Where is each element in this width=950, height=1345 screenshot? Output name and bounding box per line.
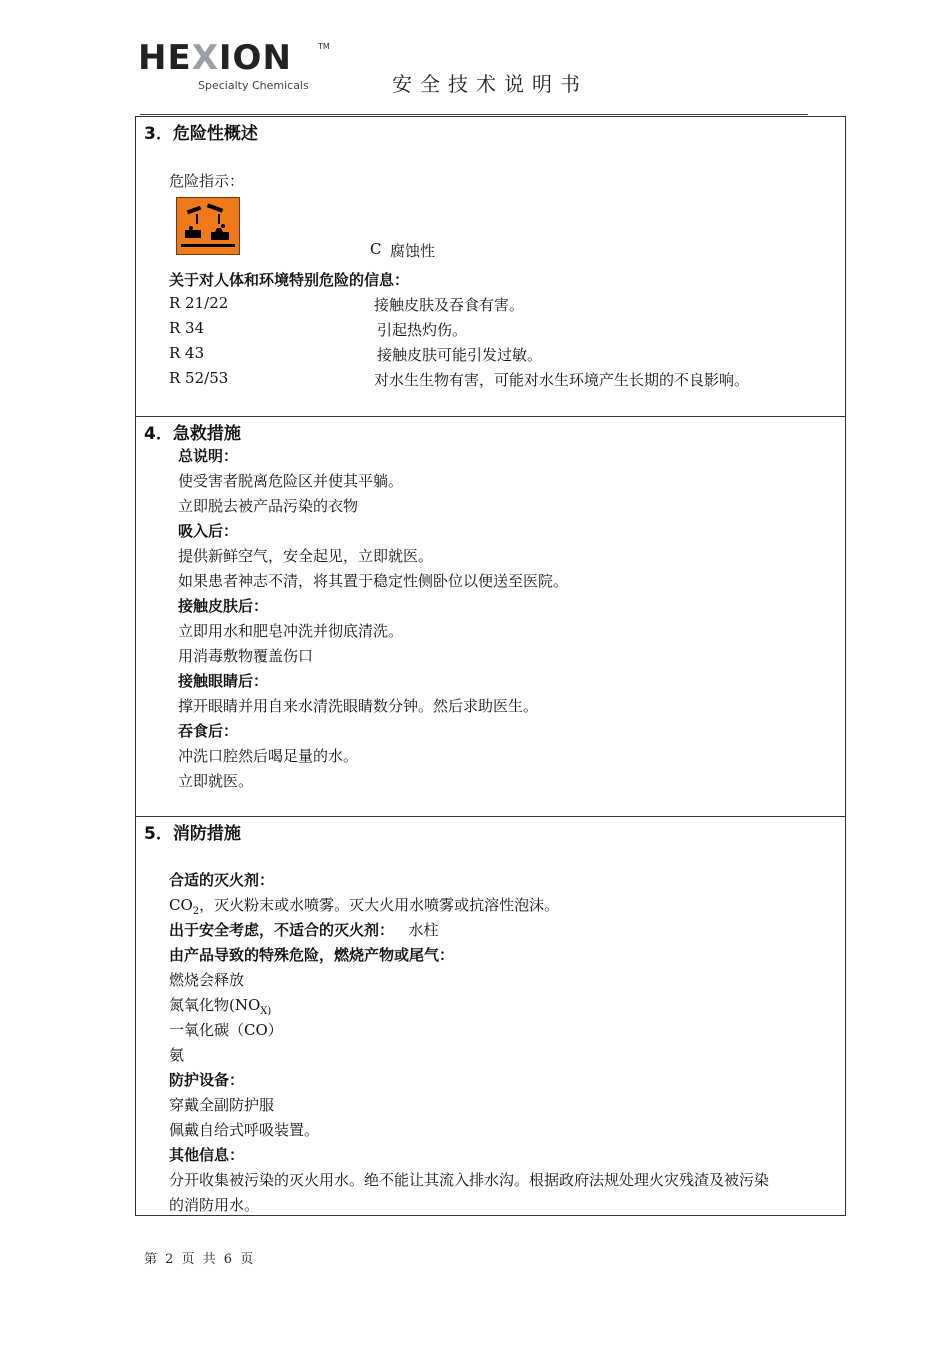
other-info-text: 的消防用水。 <box>169 1196 260 1214</box>
section-fire-fighting <box>135 816 846 1216</box>
inhalation-text: 提供新鲜空气，安全起见，立即就医。 <box>178 547 434 565</box>
r-phrase-code: R 43 <box>169 344 205 362</box>
hazard-name: 腐蚀性 <box>390 242 436 260</box>
skin-contact-text: 立即用水和肥皂冲洗并彻底清洗。 <box>178 622 404 640</box>
r-phrase-text: 对水生生物有害，可能对水生环境产生长期的不良影响。 <box>374 371 750 389</box>
eye-contact-text: 撑开眼睛并用自来水清洗眼睛数分钟。然后求助医生。 <box>178 697 539 715</box>
section-title: 5．消防措施 <box>144 824 241 844</box>
page-number: 第 2 页 共 6 页 <box>144 1252 256 1267</box>
r-phrase-code: R 21/22 <box>169 294 229 312</box>
ingestion-text: 立即就医。 <box>178 772 254 790</box>
ingestion-label: 吞食后： <box>178 722 239 740</box>
logo-subtitle: Specialty Chemicals <box>198 79 309 92</box>
logo-wordmark: HEXION <box>138 38 292 78</box>
inhalation-label: 吸入后： <box>178 522 239 540</box>
ingestion-text: 冲洗口腔然后喝足量的水。 <box>178 747 359 765</box>
protective-equipment-text: 穿戴全副防护服 <box>169 1096 275 1114</box>
logo-trademark: TM <box>318 42 330 51</box>
r-phrase-code: R 52/53 <box>169 369 229 387</box>
combustion-product: 一氧化碳（CO） <box>169 1021 283 1039</box>
special-hazards-label: 由产品导致的特殊危险，燃烧产物或尾气： <box>169 946 455 964</box>
suitable-agents-text: $CO_2$，灭火粉末或水喷雾。灭大火用水喷雾或抗溶性泡沫。 <box>169 896 560 917</box>
hazard-indication-label: 危险指示： <box>169 172 245 190</box>
general-text: 使受害者脱离危险区并使其平躺。 <box>178 472 404 490</box>
header-divider <box>140 114 808 115</box>
eye-contact-label: 接触眼睛后： <box>178 672 269 690</box>
skin-contact-label: 接触皮肤后： <box>178 597 269 615</box>
section-hazard-overview <box>135 116 846 417</box>
r-phrase-text: 引起热灼伤。 <box>377 321 468 339</box>
section-title: 3．危险性概述 <box>144 124 258 144</box>
r-phrase-code: R 34 <box>169 319 205 337</box>
protective-equipment-text: 佩戴自给式呼吸装置。 <box>169 1121 320 1139</box>
inhalation-text: 如果患者神志不清，将其置于稳定性侧卧位以便送至医院。 <box>178 572 569 590</box>
section-title: 4．急救措施 <box>144 424 241 444</box>
combustion-product: 燃烧会释放 <box>169 971 245 989</box>
suitable-agents-label: 合适的灭火剂： <box>169 871 275 889</box>
combustion-product: 氮氧化物($NO_{X)}$ <box>169 996 272 1017</box>
unsuitable-agents-line: 出于安全考虑，不适合的灭火剂： 水柱 <box>169 921 439 939</box>
combustion-product: 氨 <box>169 1046 185 1064</box>
r-phrase-text: 接触皮肤可能引发过敏。 <box>377 346 543 364</box>
corrosive-icon <box>176 197 240 255</box>
hazard-code: C <box>370 240 382 258</box>
section-first-aid <box>135 416 846 817</box>
special-danger-label: 关于对人体和环境特别危险的信息： <box>169 271 410 289</box>
r-phrase-text: 接触皮肤及吞食有害。 <box>374 296 525 314</box>
skin-contact-text: 用消毒敷物覆盖伤口 <box>178 647 314 665</box>
general-text: 立即脱去被产品污染的衣物 <box>178 497 359 515</box>
general-label: 总说明： <box>178 447 239 465</box>
other-info-label: 其他信息： <box>169 1146 245 1164</box>
hexion-logo <box>138 40 338 100</box>
other-info-text: 分开收集被污染的灭火用水。绝不能让其流入排水沟。根据政府法规处理火灾残渣及被污染 <box>169 1171 770 1189</box>
protective-equipment-label: 防护设备： <box>169 1071 245 1089</box>
document-title: 安全技术说明书 <box>392 72 588 96</box>
